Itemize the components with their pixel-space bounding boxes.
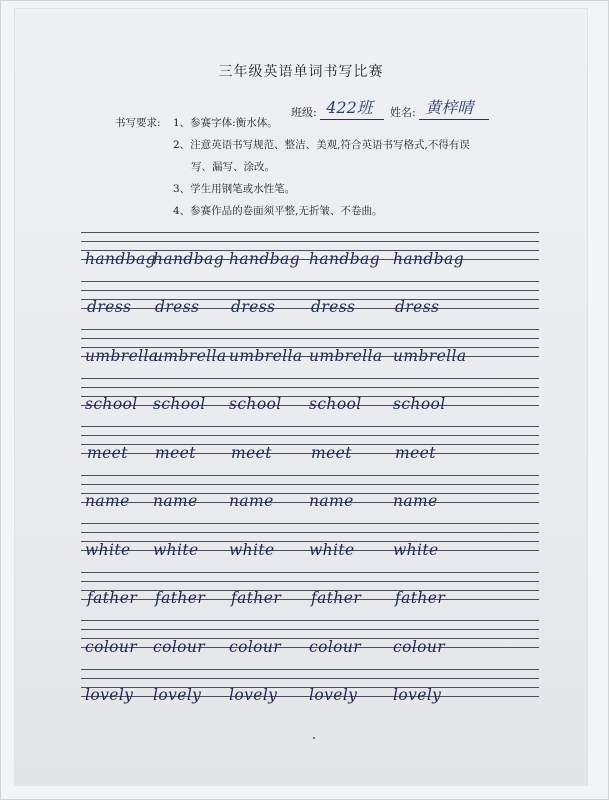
class-field (291, 98, 384, 120)
handwritten-word: umbrella (229, 346, 303, 365)
handwritten-word: handbag (229, 249, 301, 268)
practice-row (81, 281, 539, 330)
handwritten-word: colour (229, 637, 282, 656)
class-label: 班级: (291, 106, 317, 119)
practice-row (81, 426, 539, 475)
handwritten-word: meet (231, 443, 272, 462)
class-value: 422班 (326, 98, 373, 117)
handwritten-word: white (229, 540, 275, 559)
handwritten-word: umbrella (153, 346, 227, 365)
practice-row (81, 475, 539, 524)
handwritten-word: school (85, 395, 138, 413)
handwritten-word: handbag (85, 249, 157, 268)
handwritten-word: umbrella (309, 346, 383, 365)
requirement-item: 3、学生用钢笔或水性笔。 (173, 183, 296, 195)
practice-row (81, 232, 539, 281)
pen-dot (313, 737, 315, 739)
requirement-item: 4、参赛作品的卷面须平整,无折皱、不卷曲。 (173, 205, 383, 217)
practice-row (81, 669, 539, 718)
handwritten-word: umbrella (85, 346, 159, 365)
ruled-line (81, 678, 539, 679)
handwritten-word: colour (393, 637, 446, 656)
handwritten-word: name (85, 492, 130, 510)
handwritten-word: meet (395, 443, 436, 462)
practice-row (81, 523, 539, 572)
handwritten-word: father (87, 589, 138, 607)
handwritten-word: name (153, 492, 198, 510)
practice-row (81, 572, 539, 621)
handwritten-word: father (395, 589, 446, 607)
handwritten-word: father (311, 589, 362, 607)
handwritten-word: colour (85, 637, 138, 656)
ruled-line (81, 669, 539, 670)
ruled-line (81, 387, 539, 388)
handwritten-word: white (309, 540, 355, 559)
ruled-line (81, 475, 539, 476)
handwritten-word: school (153, 395, 206, 413)
handwritten-word: name (309, 492, 354, 510)
practice-row (81, 378, 539, 427)
handwritten-word: father (155, 589, 206, 607)
handwritten-word: white (85, 540, 131, 559)
handwritten-word: lovely (85, 686, 134, 704)
ruled-line (81, 378, 539, 379)
requirement-item: 写、漏写、涂改。 (191, 161, 275, 173)
handwritten-word: lovely (309, 686, 358, 704)
ruled-line (81, 523, 539, 524)
handwritten-word: school (393, 395, 446, 413)
handwritten-word: father (231, 589, 282, 607)
handwritten-word: meet (311, 443, 352, 462)
handwritten-word: colour (309, 637, 362, 656)
handwritten-word: white (153, 540, 199, 559)
ruled-line (81, 484, 539, 485)
ruled-line (81, 620, 539, 621)
ruled-line (81, 572, 539, 573)
ruled-line (81, 232, 539, 233)
ruled-line (81, 281, 539, 282)
ruled-line (81, 581, 539, 582)
class-line (320, 98, 384, 120)
handwritten-word: colour (153, 637, 206, 656)
ruled-line (81, 444, 539, 445)
ruled-line (81, 241, 539, 242)
handwritten-word: lovely (153, 686, 202, 704)
handwritten-word: dress (231, 298, 276, 316)
requirement-item: 2、注意英语书写规范、整洁、美观,符合英语书写格式,不得有误 (173, 139, 470, 151)
ruled-line (81, 299, 539, 300)
handwritten-word: umbrella (393, 346, 467, 365)
handwritten-word: lovely (393, 686, 442, 704)
ruled-line (81, 453, 539, 454)
requirement-item: 1、参赛字体:衡水体。 (173, 117, 278, 129)
handwritten-word: meet (87, 443, 128, 462)
ruled-line (81, 532, 539, 533)
handwritten-word: school (309, 395, 362, 413)
ruled-line (81, 435, 539, 436)
handwritten-word: lovely (229, 686, 278, 704)
handwritten-word: name (229, 492, 274, 510)
ruled-line (81, 599, 539, 600)
name-value: 黄梓晴 (425, 98, 474, 117)
handwritten-word: dress (395, 298, 440, 316)
handwritten-word: white (393, 540, 439, 559)
handwritten-word: meet (155, 443, 196, 462)
ruled-line (81, 590, 539, 591)
ruled-line (81, 426, 539, 427)
requirements-label: 书写要求: (115, 117, 161, 129)
handwritten-word: handbag (309, 249, 381, 268)
handwritten-word: handbag (393, 249, 465, 268)
practice-row (81, 329, 539, 378)
ruled-line (81, 338, 539, 339)
name-field (390, 98, 489, 120)
ruled-line (81, 629, 539, 630)
name-line (419, 98, 489, 120)
handwritten-word: name (393, 492, 438, 510)
handwritten-word: dress (311, 298, 356, 316)
handwritten-word: handbag (153, 249, 225, 268)
name-label: 姓名: (390, 106, 416, 119)
handwritten-word: dress (155, 298, 200, 316)
handwritten-word: school (229, 395, 282, 413)
page-title: 三年级英语单词书写比赛 (218, 64, 384, 80)
worksheet-paper (15, 9, 587, 785)
handwritten-word: dress (87, 298, 132, 316)
ruled-line (81, 308, 539, 309)
practice-row (81, 620, 539, 669)
ruled-line (81, 290, 539, 291)
writing-rows (81, 232, 539, 717)
ruled-line (81, 329, 539, 330)
